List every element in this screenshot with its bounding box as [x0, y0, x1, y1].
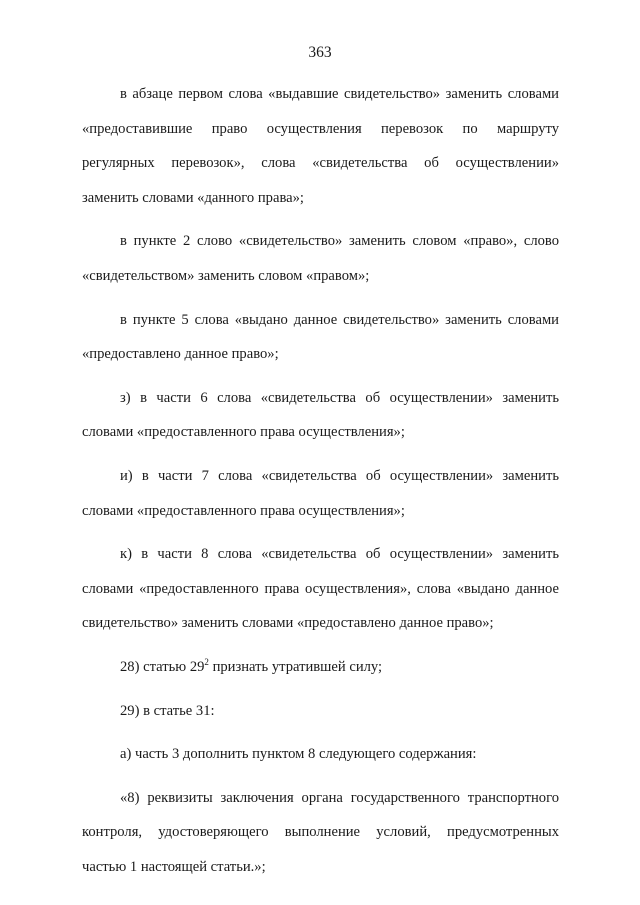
paragraph-2-line-2: «свидетельством» заменить словом «правом»; [82, 267, 370, 284]
paragraph-4 [82, 381, 559, 450]
paragraph-1-line-1: в абзаце первом слова «выдавшие свидетельство» заменить словами [120, 86, 559, 102]
paragraph-1 [82, 77, 559, 215]
paragraph-2 [82, 224, 559, 293]
paragraph-4-line-2: словами «предоставленного права осуществления»; [82, 424, 405, 441]
paragraph-10 [82, 781, 559, 885]
paragraph-10-line-1: «8) реквизиты заключения органа государственного транспортного [120, 789, 559, 806]
paragraph-10-line-3: частью 1 настоящей статьи.»; [82, 858, 266, 875]
paragraph-2-line-1: в пункте 2 слово «свидетельство» заменить словом «право», слово [120, 233, 559, 250]
paragraph-1-line-4: заменить словами «данного права»; [82, 189, 304, 206]
paragraph-5-line-1: и) в части 7 слова «свидетельства об осуществлении» заменить [120, 467, 559, 484]
paragraph-7 [82, 650, 559, 685]
paragraph-1-line-2: «предоставившие право осуществления перевозок по маршруту [82, 120, 559, 137]
paragraph-5 [82, 459, 559, 528]
paragraph-6 [82, 537, 559, 641]
paragraph-6-line-3: свидетельство» заменить словами «предоставлено данное право»; [82, 615, 494, 632]
paragraph-1-line-3: регулярных перевозок», слова «свидетельства об осуществлении» [82, 155, 559, 172]
paragraph-8-line-1: 29) в статье 31: [120, 702, 215, 719]
paragraph-9-line-1: а) часть 3 дополнить пунктом 8 следующего содержания: [120, 746, 477, 763]
paragraph-3-line-2: «предоставлено данное право»; [82, 346, 279, 363]
paragraph-10-line-2: контроля, удостоверяющего выполнение условий, предусмотренных [82, 824, 559, 841]
document-body [82, 77, 559, 893]
paragraph-7-text-before-sup: 28) статью 29 [120, 658, 205, 675]
page-number: 363 [308, 44, 332, 61]
paragraph-7-superscript: 2 [204, 656, 209, 667]
paragraph-7-line-1 [82, 650, 559, 685]
paragraph-6-line-2: словами «предоставленного права осуществления», слова «выдано данное [82, 580, 559, 597]
paragraph-6-line-1: к) в части 8 слова «свидетельства об осуществлении» заменить [120, 546, 559, 563]
paragraph-3-line-1: в пункте 5 слова «выдано данное свидетельство» заменить словами [120, 311, 559, 328]
paragraph-9 [82, 737, 559, 772]
paragraph-4-line-1: з) в части 6 слова «свидетельства об осуществлении» заменить [120, 389, 559, 406]
paragraph-8 [82, 694, 559, 729]
paragraph-3 [82, 303, 559, 372]
paragraph-7-text-after-sup: признать утратившей силу; [208, 658, 383, 675]
paragraph-5-line-2: словами «предоставленного права осуществления»; [82, 502, 405, 519]
